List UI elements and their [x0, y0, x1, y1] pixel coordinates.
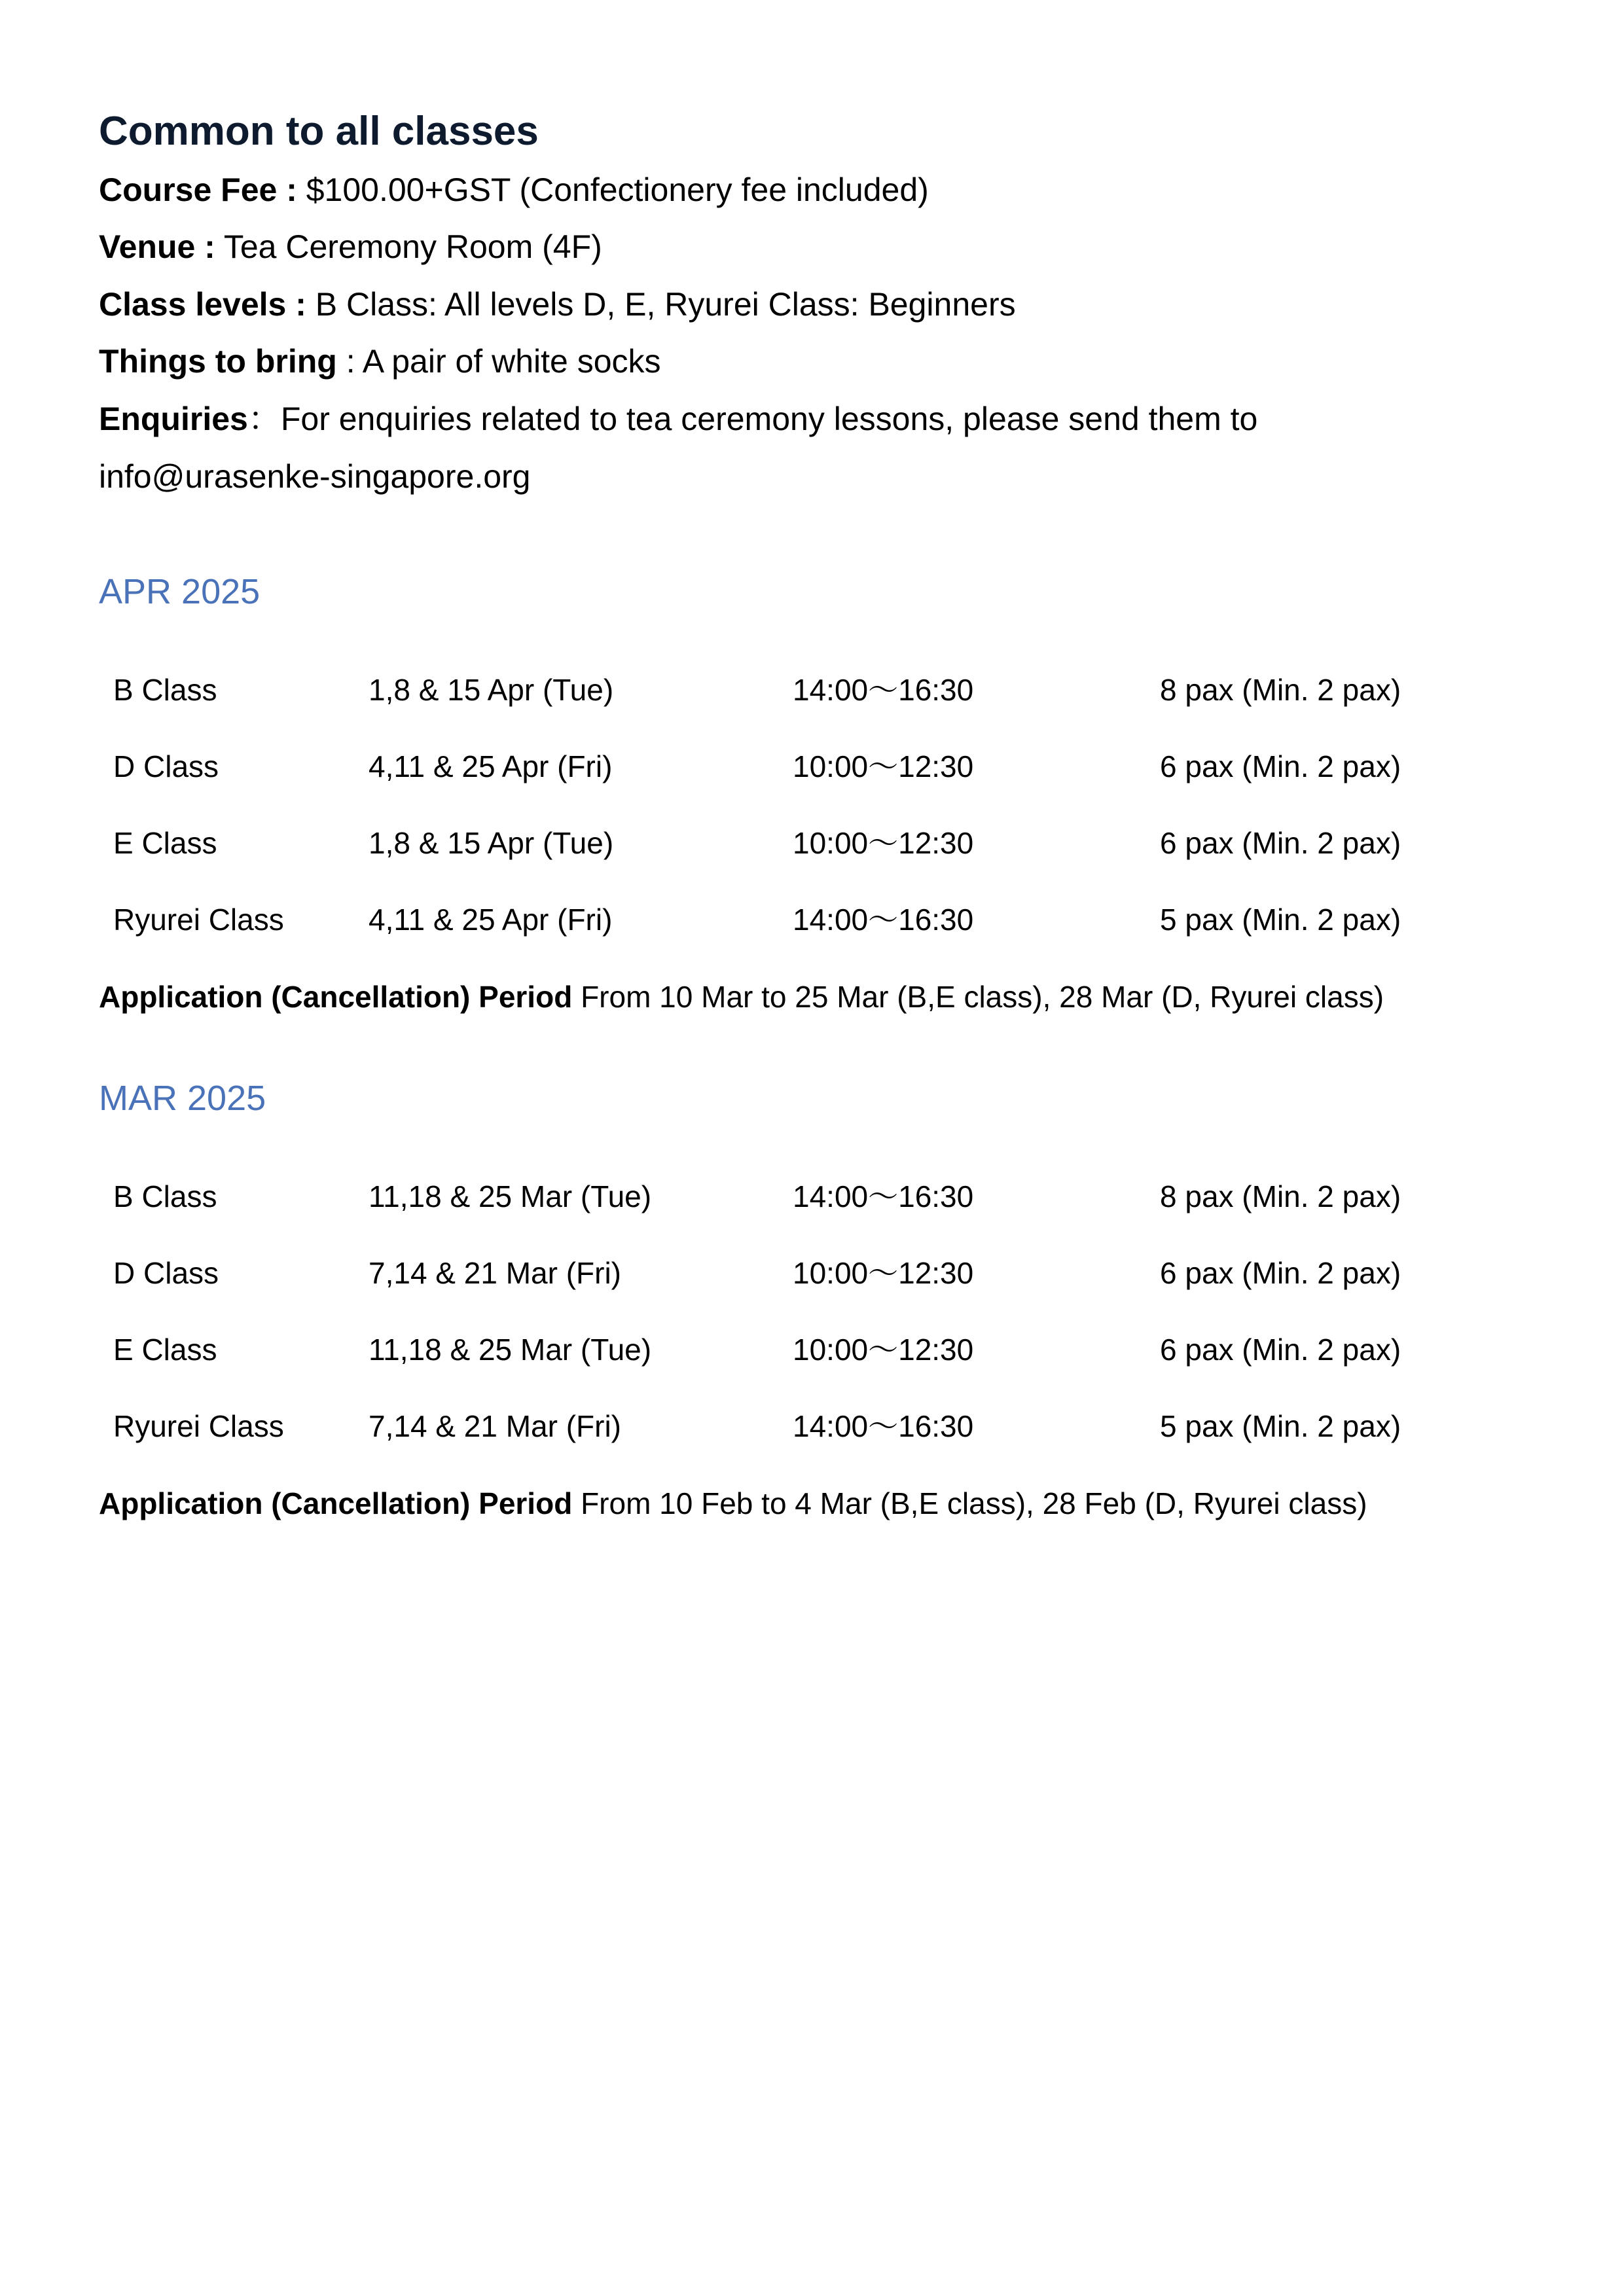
- class-levels-label: Class levels :: [99, 286, 306, 323]
- class-capacity: 6 pax (Min. 2 pax): [1160, 1333, 1401, 1367]
- class-dates: 11,18 & 25 Mar (Tue): [369, 1179, 652, 1213]
- page-heading: Common to all classes: [99, 109, 539, 154]
- venue-label: Venue :: [99, 228, 215, 265]
- enquiries-line: [99, 403, 1257, 435]
- class-capacity: 6 pax (Min. 2 pax): [1160, 749, 1401, 783]
- application-period-label: Application (Cancellation) Period: [99, 1486, 573, 1520]
- enquiries-label: Enquiries: [99, 401, 248, 437]
- class-name: Ryurei Class: [113, 1409, 284, 1443]
- class-capacity: 8 pax (Min. 2 pax): [1160, 673, 1401, 707]
- things-to-bring-value: : A pair of white socks: [336, 343, 661, 380]
- enquiries-email[interactable]: info@urasenke-singapore.org: [99, 458, 531, 495]
- class-time: 10:00～12:30: [793, 1256, 974, 1290]
- class-time: 14:00～16:30: [793, 673, 974, 707]
- course-fee-label: Course Fee :: [99, 171, 297, 208]
- class-dates: 4,11 & 25 Apr (Fri): [369, 903, 613, 937]
- application-period-label: Application (Cancellation) Period: [99, 980, 573, 1014]
- class-time: 10:00～12:30: [793, 749, 974, 783]
- class-name: B Class: [113, 673, 217, 707]
- class-name: E Class: [113, 826, 217, 860]
- class-name: Ryurei Class: [113, 903, 284, 937]
- application-period: [99, 1488, 1367, 1518]
- class-dates: 7,14 & 21 Mar (Fri): [369, 1409, 621, 1443]
- application-period: [99, 982, 1384, 1012]
- class-levels-value: B Class: All levels D, E, Ryurei Class: Beginners: [306, 286, 1016, 323]
- things-to-bring-label: Things to bring: [99, 343, 337, 380]
- class-name: E Class: [113, 1333, 217, 1367]
- class-capacity: 6 pax (Min. 2 pax): [1160, 826, 1401, 860]
- class-capacity: 5 pax (Min. 2 pax): [1160, 903, 1401, 937]
- class-time: 14:00～16:30: [793, 1179, 974, 1213]
- class-dates: 1,8 & 15 Apr (Tue): [369, 673, 614, 707]
- class-name: B Class: [113, 1179, 217, 1213]
- class-dates: 1,8 & 15 Apr (Tue): [369, 826, 614, 860]
- application-period-value: From 10 Mar to 25 Mar (B,E class), 28 Mar (D, Ryurei class): [572, 980, 1384, 1014]
- course-fee-line: [99, 173, 929, 206]
- class-levels-line: [99, 288, 1016, 321]
- month-heading: MAR 2025: [99, 1079, 266, 1118]
- application-period-value: From 10 Feb to 4 Mar (B,E class), 28 Feb (D, Ryurei class): [572, 1486, 1367, 1520]
- things-to-bring-line: [99, 345, 661, 378]
- class-dates: 11,18 & 25 Mar (Tue): [369, 1333, 652, 1367]
- class-name: D Class: [113, 1256, 219, 1290]
- month-heading: APR 2025: [99, 572, 261, 611]
- venue-line: [99, 230, 602, 263]
- class-time: 10:00～12:30: [793, 1333, 974, 1367]
- class-capacity: 6 pax (Min. 2 pax): [1160, 1256, 1401, 1290]
- class-time: 14:00～16:30: [793, 903, 974, 937]
- class-capacity: 5 pax (Min. 2 pax): [1160, 1409, 1401, 1443]
- class-dates: 4,11 & 25 Apr (Fri): [369, 749, 613, 783]
- class-capacity: 8 pax (Min. 2 pax): [1160, 1179, 1401, 1213]
- class-name: D Class: [113, 749, 219, 783]
- class-time: 14:00～16:30: [793, 1409, 974, 1443]
- class-dates: 7,14 & 21 Mar (Fri): [369, 1256, 621, 1290]
- enquiries-value: ：For enquiries related to tea ceremony lessons, please send them to: [247, 401, 1258, 437]
- course-fee-value: $100.00+GST (Confectionery fee included): [297, 171, 929, 208]
- class-time: 10:00～12:30: [793, 826, 974, 860]
- venue-value: Tea Ceremony Room (4F): [215, 228, 602, 265]
